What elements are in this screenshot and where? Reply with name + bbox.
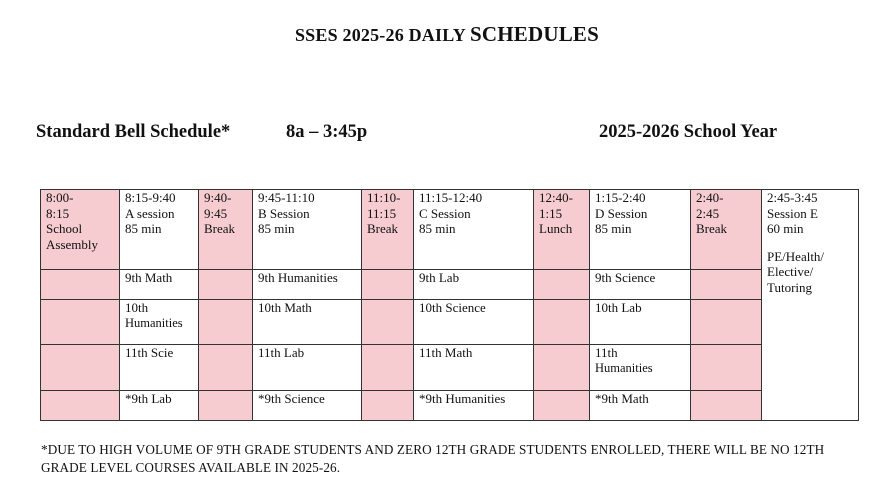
cell-text-line: 60 min: [767, 221, 804, 236]
schedule-name: Standard Bell Schedule*: [36, 122, 231, 142]
class-cell: [414, 345, 534, 391]
cell-text-line: 85 min: [258, 221, 295, 236]
cell-text-line: 11:15-12:40: [419, 190, 483, 205]
class-cell: [120, 345, 199, 391]
break-cell: [362, 391, 414, 421]
class-cell: [414, 391, 534, 421]
cell-text-line: 2:45-3:45: [767, 190, 818, 205]
class-cell: [253, 345, 362, 391]
period-header-cell: [253, 190, 362, 270]
cell-text-line: Break: [367, 221, 399, 236]
cell-text-line: *9th Humanities: [419, 391, 506, 406]
cell-text-line: 8:00-: [46, 190, 74, 205]
break-cell: [691, 300, 762, 345]
class-cell: [590, 270, 691, 300]
cell-text-line: 85 min: [125, 221, 162, 236]
break-cell: [362, 270, 414, 300]
cell-text-line: Humanities: [595, 360, 653, 375]
cell-text-line: Humanities: [125, 315, 183, 330]
cell-text-line: 9:45-11:10: [258, 190, 315, 205]
class-cell: [590, 345, 691, 391]
title-text-large: SCHEDULES: [470, 22, 600, 46]
cell-text-line: 12:40-: [539, 190, 573, 205]
class-cell: [120, 300, 199, 345]
class-cell: [120, 270, 199, 300]
class-cell: [414, 270, 534, 300]
class-cell: [120, 391, 199, 421]
class-cell: [414, 300, 534, 345]
cell-text-line: D Session: [595, 205, 648, 221]
cell-text-line: Session E: [767, 205, 818, 221]
period-header-cell: [414, 190, 534, 270]
cell-text-line: 10th: [125, 300, 149, 315]
cell-text-line: A session: [125, 205, 175, 221]
cell-text-line: 10th Math: [258, 300, 312, 315]
period-header-cell: [120, 190, 199, 270]
cell-text-line: 11:15: [367, 205, 397, 221]
period-header-cell: [362, 190, 414, 270]
cell-text-line: 11th Scie: [125, 345, 174, 360]
break-cell: [41, 300, 120, 345]
cell-text-line: 8:15-9:40: [125, 190, 176, 205]
cell-text-line: 8:15: [46, 205, 70, 221]
cell-text-line: 10th Lab: [595, 300, 642, 315]
cell-text-line: 9th Math: [125, 270, 173, 285]
period-header-cell: [590, 190, 691, 270]
cell-text-line: 9th Humanities: [258, 270, 338, 285]
break-cell: [199, 270, 253, 300]
table-row: [41, 300, 859, 345]
period-header-cell: [534, 190, 590, 270]
cell-text-line: 9th Lab: [419, 270, 460, 285]
period-header-cell: [41, 190, 120, 270]
class-cell: [253, 391, 362, 421]
cell-text-line: 1:15: [539, 205, 563, 221]
break-cell: [534, 345, 590, 391]
cell-text-line: 11th Lab: [258, 345, 305, 360]
cell-text-line: PE/Health/: [767, 248, 825, 264]
class-cell: [590, 391, 691, 421]
break-cell: [691, 391, 762, 421]
school-hours: 8a – 3:45p: [286, 122, 368, 142]
period-header-cell: [199, 190, 253, 270]
cell-text-line: Lunch: [539, 221, 573, 236]
break-cell: [534, 270, 590, 300]
break-cell: [199, 391, 253, 421]
period-header-cell: [691, 190, 762, 270]
break-cell: [534, 391, 590, 421]
break-cell: [41, 270, 120, 300]
break-cell: [199, 300, 253, 345]
school-year: 2025-2026 School Year: [599, 122, 778, 142]
session-e-note: [767, 249, 853, 296]
class-cell: [590, 300, 691, 345]
break-cell: [362, 345, 414, 391]
table-row: [41, 391, 859, 421]
cell-text-line: C Session: [419, 205, 471, 221]
cell-text-line: 11th: [595, 345, 618, 360]
cell-text-line: 9th Science: [595, 270, 656, 285]
cell-text-line: 11th Math: [419, 345, 473, 360]
cell-text-line: 1:15-2:40: [595, 190, 646, 205]
cell-text-line: B Session: [258, 205, 310, 221]
break-cell: [362, 300, 414, 345]
footnote: *DUE TO HIGH VOLUME OF 9TH GRADE STUDENTS AND ZERO 12TH GRADE STUDENTS ENROLLED, THERE WILL BE NO 12TH GRADE LEVEL COURSES AVAILABLE IN 2025-26.: [41, 442, 825, 475]
cell-text-line: School: [46, 221, 83, 236]
spacer: [767, 237, 853, 249]
cell-text-line: 85 min: [595, 221, 632, 236]
cell-text-line: 2:40-: [696, 190, 724, 205]
break-cell: [41, 391, 120, 421]
cell-text-line: *9th Science: [258, 391, 325, 406]
break-cell: [691, 345, 762, 391]
cell-text-line: *9th Lab: [125, 391, 172, 406]
cell-text-line: 10th Science: [419, 300, 486, 315]
break-cell: [691, 270, 762, 300]
cell-text-line: Elective/: [767, 264, 814, 279]
cell-text-line: Assembly: [46, 236, 98, 252]
title-text: SSES 2025-26 DAILY: [294, 25, 466, 45]
table-row: [41, 270, 859, 300]
table-row: [41, 345, 859, 391]
break-cell: [41, 345, 120, 391]
cell-text-line: Tutoring: [767, 279, 813, 295]
bell-schedule-table: [40, 189, 859, 421]
break-cell: [534, 300, 590, 345]
cell-text-line: 85 min: [419, 221, 456, 236]
cell-text-line: Break: [696, 221, 728, 236]
cell-text-line: 2:45: [696, 205, 720, 221]
class-cell: [253, 300, 362, 345]
class-cell: [253, 270, 362, 300]
break-cell: [199, 345, 253, 391]
cell-text-line: *9th Math: [595, 391, 649, 406]
cell-text-line: 9:40-: [204, 190, 232, 205]
page-title: [0, 22, 894, 47]
cell-text-line: 9:45: [204, 205, 228, 221]
cell-text-line: Break: [204, 221, 236, 236]
period-header-cell: [762, 190, 859, 421]
header-row: [41, 190, 859, 270]
cell-text-line: 11:10-: [367, 190, 401, 205]
